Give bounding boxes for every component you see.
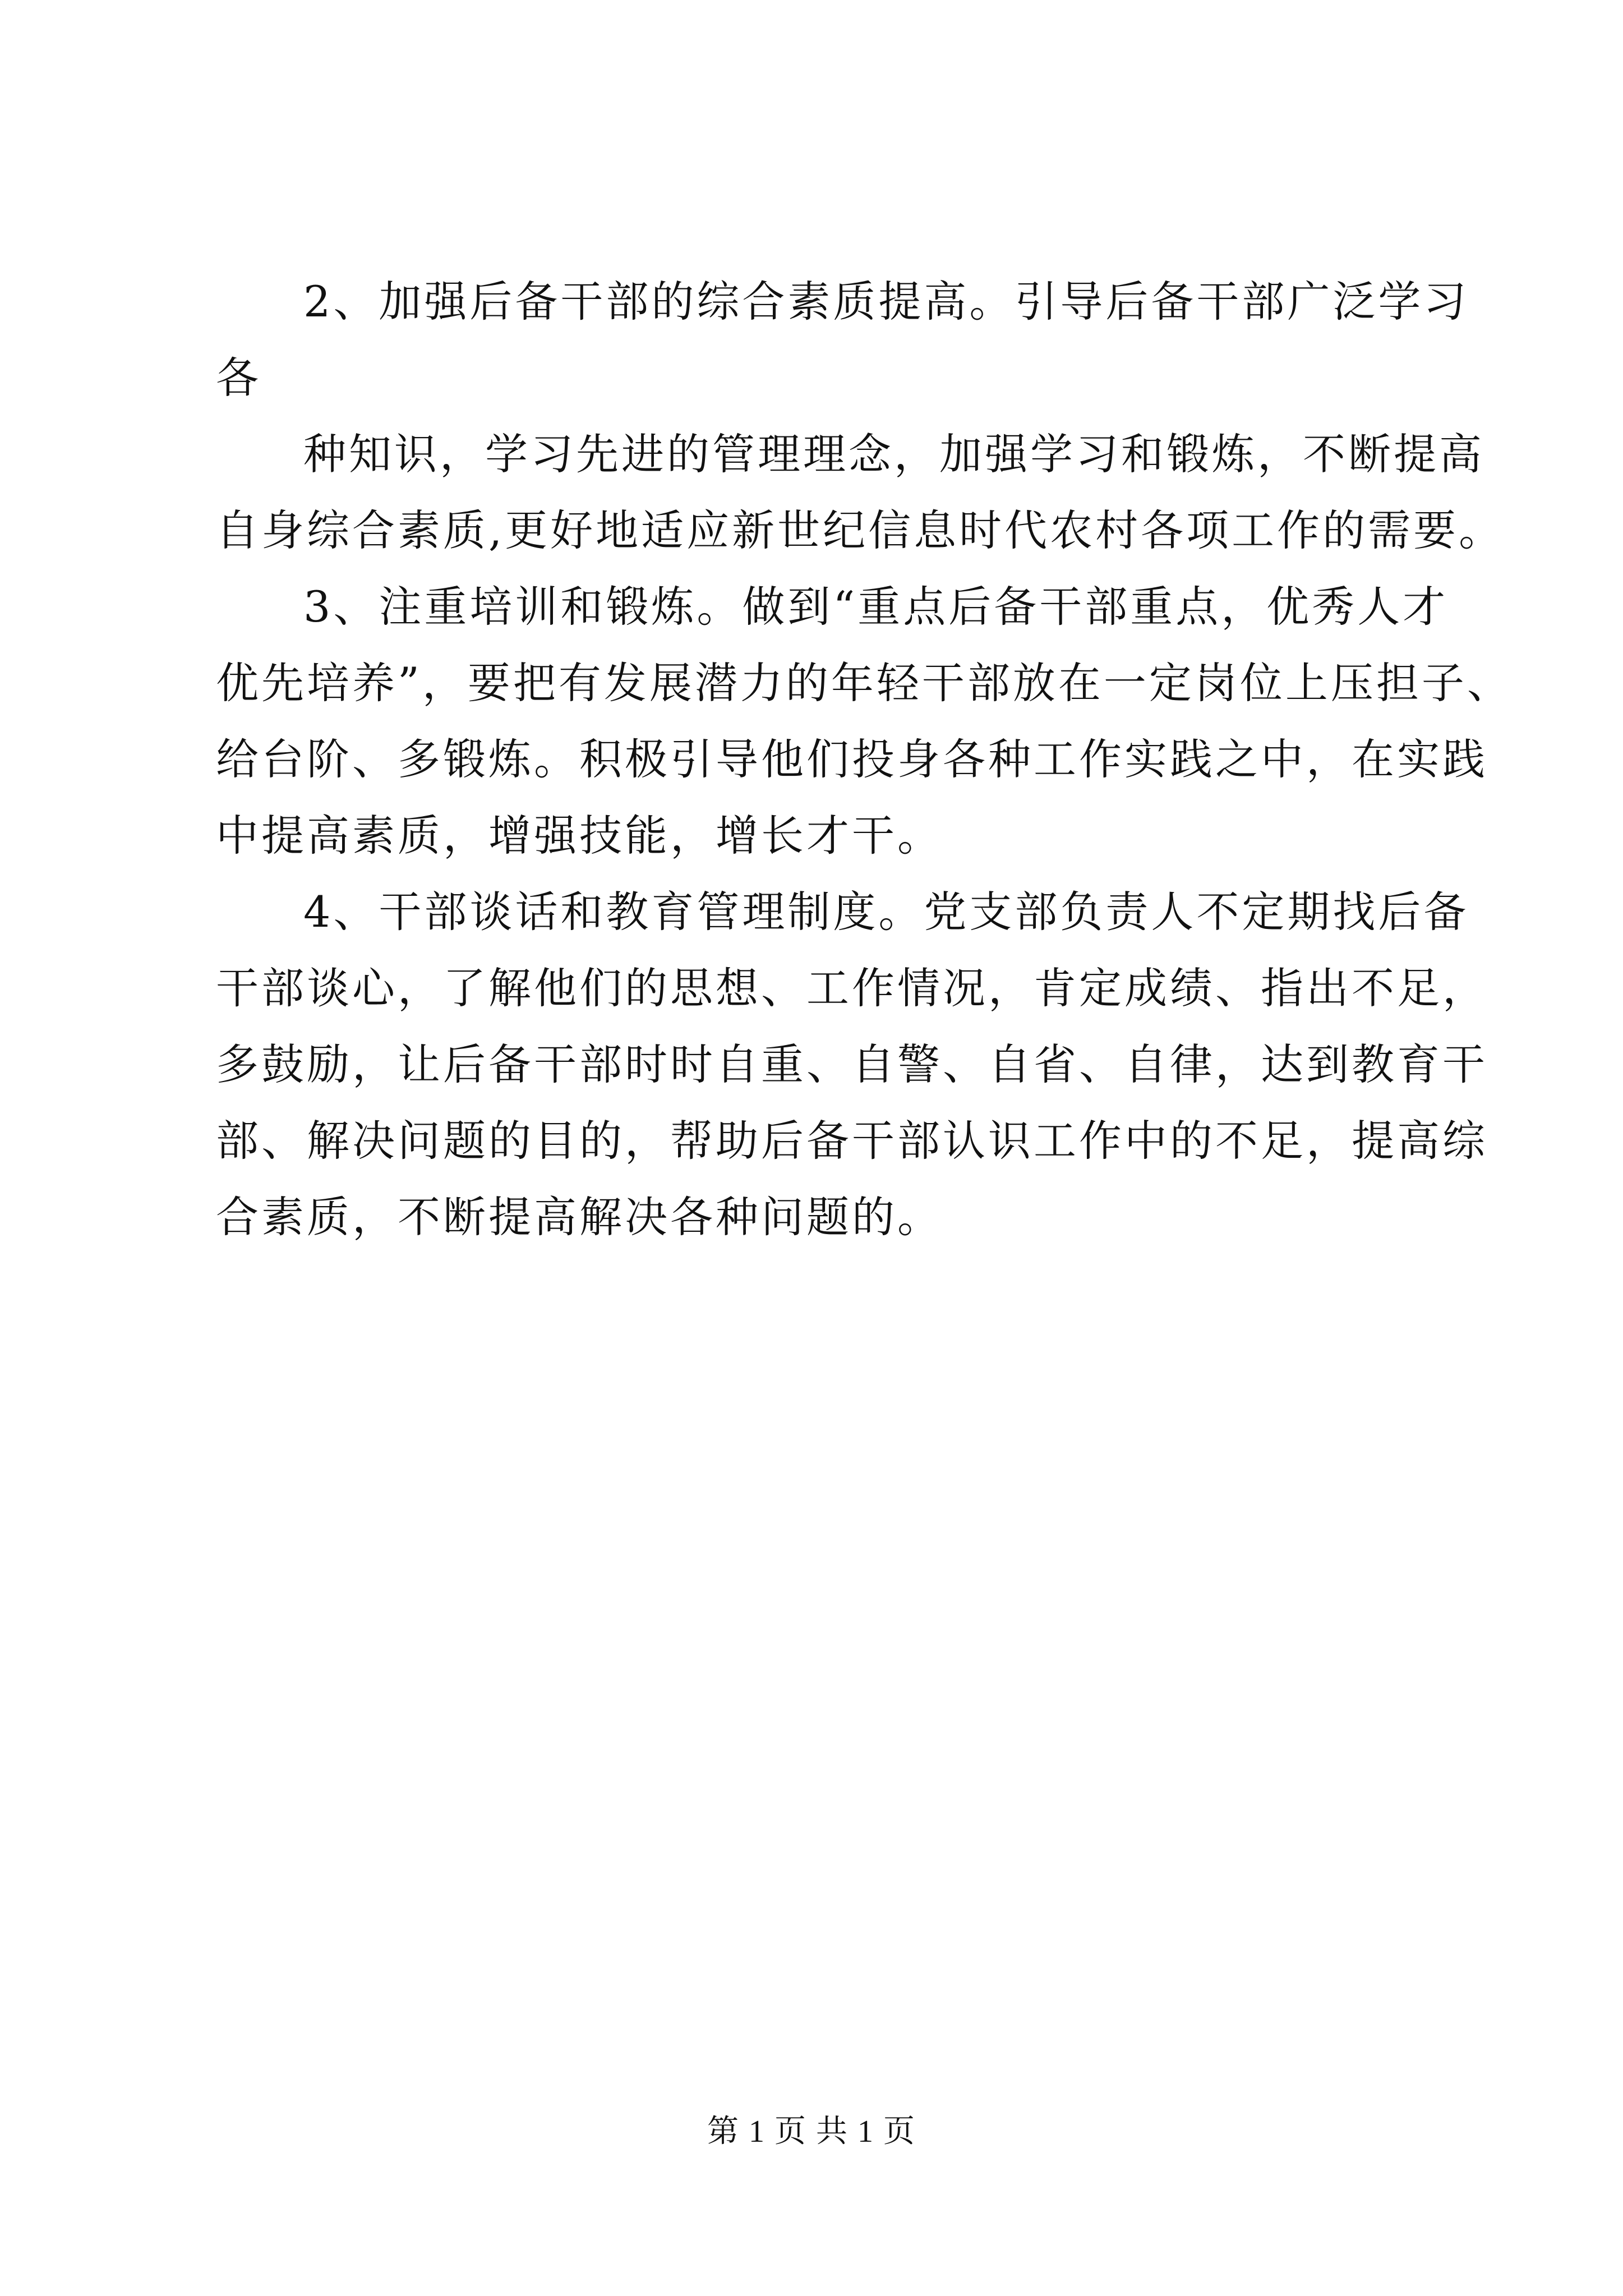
paragraph-line: 合素质，不断提高解决各种问题的。 xyxy=(216,1192,943,1242)
paragraph-line: 干部谈心，了解他们的思想、工作情况，肯定成绩、指出不足， xyxy=(216,963,1488,1013)
paragraph-line: 3、注重培训和锻炼。做到“重点后备干部重点，优秀人才 xyxy=(303,582,1449,632)
paragraph-line: 4、干部谈话和教育管理制度。党支部负责人不定期找后备 xyxy=(303,887,1469,937)
paragraph-line: 优先培养”，要把有发展潜力的年轻干部放在一定岗位上压担子、 xyxy=(216,658,1513,708)
page-number-footer: 第 1 页 共 1 页 xyxy=(707,2114,916,2149)
paragraph-line: 中提高素质，增强技能，增长才干。 xyxy=(216,811,943,861)
paragraph-line: 种知识，学习先进的管理理念，加强学习和锻炼，不断提高 xyxy=(303,429,1484,479)
paragraph-line: 2、加强后备干部的综合素质提高。引导后备干部广泛学习 xyxy=(303,277,1469,326)
paragraph-line: 多鼓励，让后备干部时时自重、自警、自省、自律，达到教育干 xyxy=(216,1039,1488,1089)
paragraph-line: 自身综合素质,更好地适应新世纪信息时代农村各项工作的需要。 xyxy=(216,505,1505,555)
paragraph-line: 各 xyxy=(216,353,261,403)
paragraph-line: 给台阶、多锻炼。积极引导他们投身各种工作实践之中，在实践 xyxy=(216,734,1488,784)
document-body xyxy=(216,264,1513,1255)
paragraph-line: 部、解决问题的目的，帮助后备干部认识工作中的不足，提高综 xyxy=(216,1116,1488,1166)
